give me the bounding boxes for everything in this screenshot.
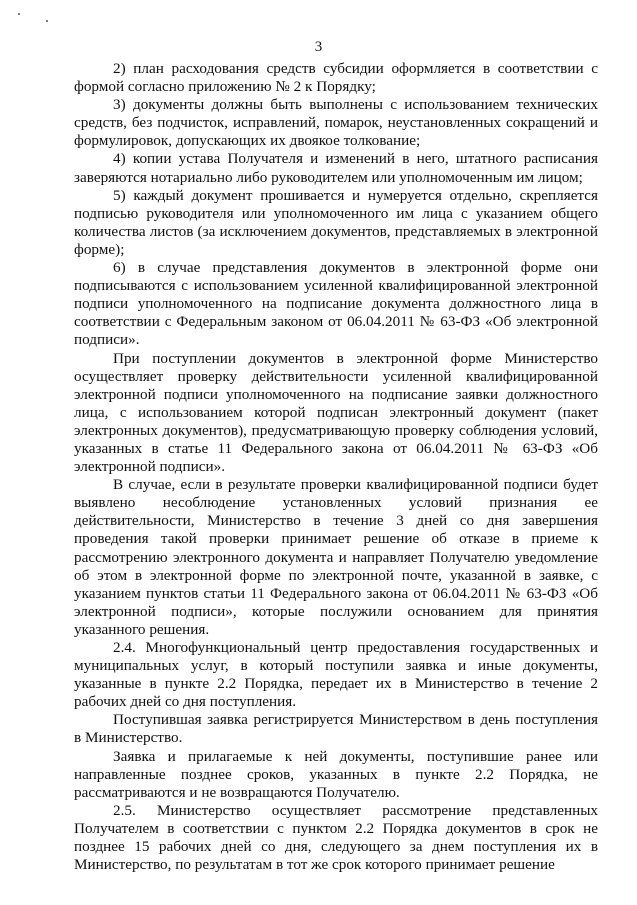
paragraph-item-2: 2) план расходования средств субсидии оформляется в соответствии с формой согласно приложению № 2 к Порядку; [74, 60, 598, 96]
scan-speck [46, 20, 48, 22]
scan-speck [18, 13, 20, 15]
paragraph-signature-check: При поступлении документов в электронной форме Министерство осуществляет проверку действительности усиленной квалифицированной электронной подписи уполномоченного на подписание заявки должностного лица, с использованием которой подписан электронный документ (пакет электронных документов), предусматривающую проверку соблюдения условий, указанных в статье 11 Федерального закона от 06.04.2011 № 63-ФЗ «Об электронной подписи». [74, 349, 598, 476]
paragraph-item-5: 5) каждый документ прошивается и нумеруется отдельно, скрепляется подписью руководителя или уполномоченного им лица с указанием общего количества листов (за исключением документов, представляемых в электронной форме); [74, 186, 598, 258]
paragraph-registration: Поступившая заявка регистрируется Министерством в день поступления в Министерство. [74, 711, 598, 747]
page-number: 3 [314, 39, 323, 55]
paragraph-item-3: 3) документы должны быть выполнены с использованием технических средств, без подчисток, исправлений, помарок, неустановленных сокращений и формулировок, допускающих их двоякое толкование; [74, 96, 598, 150]
paragraph-section-2-4: 2.4. Многофункциональный центр предоставления государственных и муниципальных услуг, в который поступили заявка и иные документы, указанные в пункте 2.2 Порядка, передает их в Министерство в течение 2 рабочих дней со дня поступления. [74, 639, 598, 711]
paragraph-late-documents: Заявка и прилагаемые к ней документы, поступившие ранее или направленные позднее сроков, указанных в пункте 2.2 Порядка, не рассматриваются и не возвращаются Получателю. [74, 747, 598, 801]
document-body [74, 60, 598, 874]
paragraph-item-6: 6) в случае представления документов в электронной форме они подписываются с использованием усиленной квалифицированной электронной подписи уполномоченного на подписание документа должностного лица в соответствии с Федеральным законом от 06.04.2011 № 63-ФЗ «Об электронной подписи». [74, 259, 598, 349]
paragraph-refusal-case: В случае, если в результате проверки квалифицированной подписи будет выявлено несоблюдение установленных условий признания ее действительности, Министерство в течение 3 дней со дня завершения проведения такой проверки принимает решение об отказе в приеме к рассмотрению электронного документа и направляет Получателю уведомление об этом в электронной форме по электронной почте, указанной в заявке, с указанием пунктов статьи 11 Федерального закона от 06.04.2011 № 63-ФЗ «Об электронной подписи», которые послужили основанием для принятия указанного решения. [74, 476, 598, 638]
paragraph-section-2-5: 2.5. Министерство осуществляет рассмотрение представленных Получателем в соответствии с пунктом 2.2 Порядка документов в срок не позднее 15 рабочих дней со дня, следующего за днем поступления их в Министерство, по результатам в тот же срок которого принимает решение [74, 801, 598, 874]
paragraph-item-4: 4) копии устава Получателя и изменений в него, штатного расписания заверяются нотариально либо руководителем или уполномоченным им лицом; [74, 150, 598, 186]
